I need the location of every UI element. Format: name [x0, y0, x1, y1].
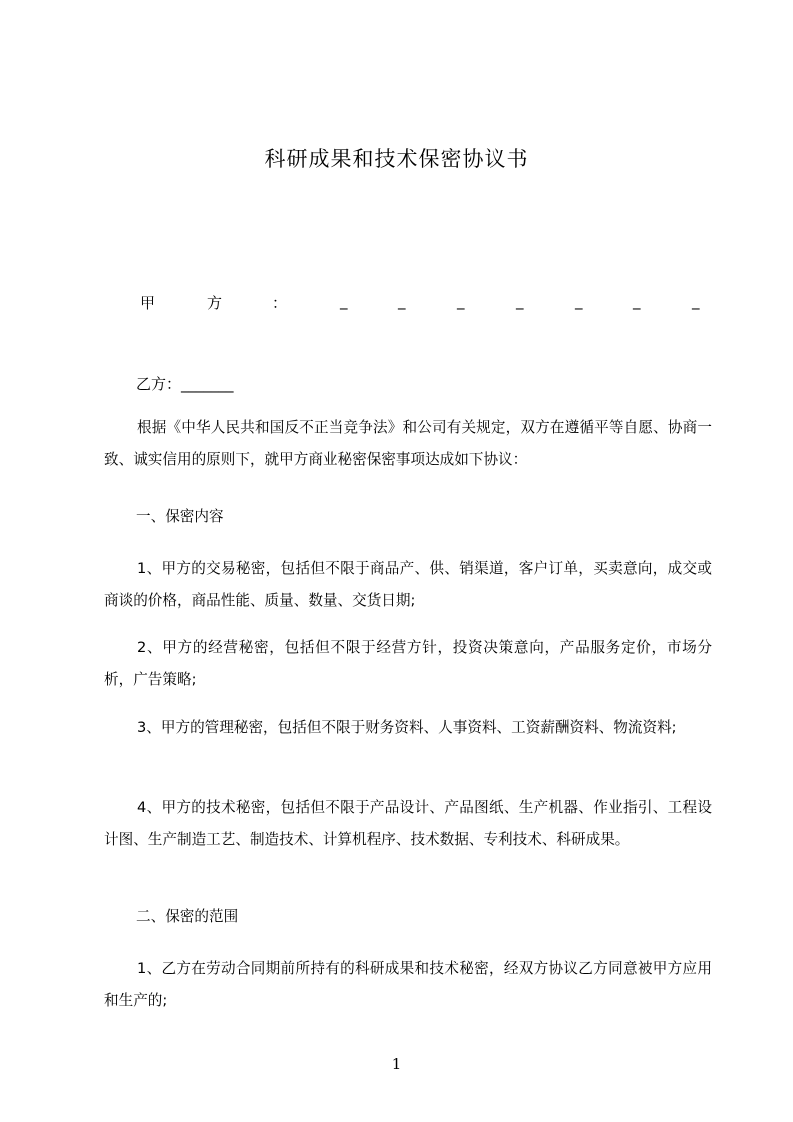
party-a-blank: _ [398, 292, 406, 310]
clause-paragraph: 2、甲方的经营秘密，包括但不限于经营方针，投资决策意向，产品服务定价，市场分析，广告策略; [104, 639, 712, 688]
page-number: 1 [391, 1055, 402, 1073]
party-a-blank: _ [633, 292, 641, 310]
intro-paragraph: 根据《中华人民共和国反不正当竞争法》和公司有关规定，双方在遵循平等自愿、协商一致、诚实信用的原则下，就甲方商业秘密保密事项达成如下协议： [104, 419, 712, 468]
party-a-blank: _ [692, 292, 700, 310]
clause-paragraph: 1、甲方的交易秘密，包括但不限于商品产、供、销渠道，客户订单，买卖意向，成交或商谈的价格，商品性能、质量、数量、交货日期; [104, 560, 712, 609]
party-a-colon: ： [272, 294, 288, 312]
clause-paragraph: 1、乙方在劳动合同期前所持有的科研成果和技术秘密，经双方协议乙方同意被甲方应用和生产的; [104, 960, 712, 1009]
party-a-blank: _ [575, 292, 583, 310]
party-a-blank: _ [457, 292, 465, 310]
clause-paragraph: 4、甲方的技术秘密，包括但不限于产品设计、产品图纸、生产机器、作业指引、工程设计图、生产制造工艺、制造技术、计算机程序、技术数据、专利技术、科研成果。 [104, 799, 712, 848]
document-title: 科研成果和技术保密协议书 [264, 147, 529, 171]
clause-paragraph: 3、甲方的管理秘密，包括但不限于财务资料、人事资料、工资薪酬资料、物流资料; [137, 719, 677, 736]
party-a-label-char2: 方 [207, 294, 223, 312]
section-heading: 一、保密内容 [136, 508, 224, 525]
party-a-blank: _ [516, 292, 524, 310]
party-a-label-char1: 甲 [140, 294, 156, 312]
party-a-line [0, 292, 793, 316]
section-heading: 二、保密的范围 [136, 908, 239, 925]
party-b-line: 乙方：_______ [136, 375, 234, 393]
party-a-blank: _ [340, 292, 348, 310]
